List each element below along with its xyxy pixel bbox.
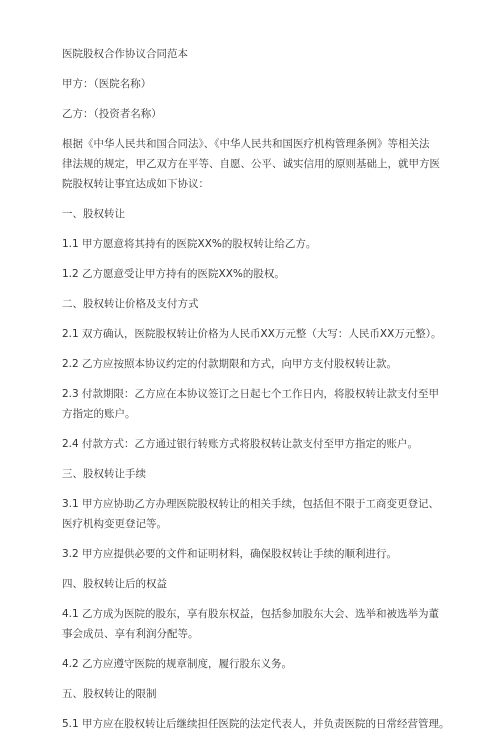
section-heading: 一、股权转让 (62, 208, 125, 220)
clause-paragraph: 5.1 甲方应在股权转让后继续担任医院的法定代表人，并负责医院的日常经营管理。 (62, 718, 450, 730)
document-title: 医院股权合作协议合同范本 (62, 48, 188, 60)
clause-paragraph: 4.1 乙方成为医院的股东，享有股东权益，包括参加股东大会、选举和被选举为董 事会成员、享有利润分配等。 (62, 608, 440, 640)
section-heading: 三、股权转让手续 (62, 468, 146, 480)
party-a-line: 甲方：（医院名称） (62, 78, 152, 90)
section-heading: 四、股权转让后的权益 (62, 578, 167, 590)
clause-paragraph: 2.4 付款方式：乙方通过银行转账方式将股权转让款支付至甲方指定的账户。 (62, 438, 419, 450)
clause-paragraph: 4.2 乙方应遵守医院的规章制度，履行股东义务。 (62, 658, 293, 670)
clause-paragraph: 2.2 乙方应按照本协议约定的付款期限和方式，向甲方支付股权转让款。 (62, 358, 398, 370)
party-b-line: 乙方：（投资者名称） (62, 108, 162, 120)
clause-paragraph: 3.1 甲方应协助乙方办理医院股权转让的相关手续，包括但不限于工商变更登记、 医疗机构变更登记等。 (62, 498, 440, 530)
section-heading: 二、股权转让价格及支付方式 (62, 298, 199, 310)
intro-paragraph: 根据《中华人民共和国合同法》、《中华人民共和国医疗机构管理条例》等相关法 律法规的规定，甲乙双方在平等、自愿、公平、诚实信用的原则基础上，就甲方医 院股权转让事宜达成如下协议： (62, 138, 440, 190)
clause-paragraph: 1.2 乙方愿意受让甲方持有的医院XX%的股权。 (62, 268, 285, 280)
clause-paragraph: 2.3 付款期限：乙方应在本协议签订之日起七个工作日内，将股权转让款支付至甲 方指定的账户。 (62, 388, 440, 420)
clause-paragraph: 1.1 甲方愿意将其持有的医院XX%的股权转让给乙方。 (62, 238, 317, 250)
clause-paragraph: 3.2 甲方应提供必要的文件和证明材料，确保股权转让手续的顺利进行。 (62, 548, 398, 560)
section-heading: 五、股权转让的限制 (62, 688, 157, 700)
sections-container (62, 204, 472, 734)
clause-paragraph: 2.1 双方确认，医院股权转让价格为人民币XX万元整（大写：人民币XX万元整）。 (62, 328, 442, 340)
contract-document (62, 44, 472, 744)
